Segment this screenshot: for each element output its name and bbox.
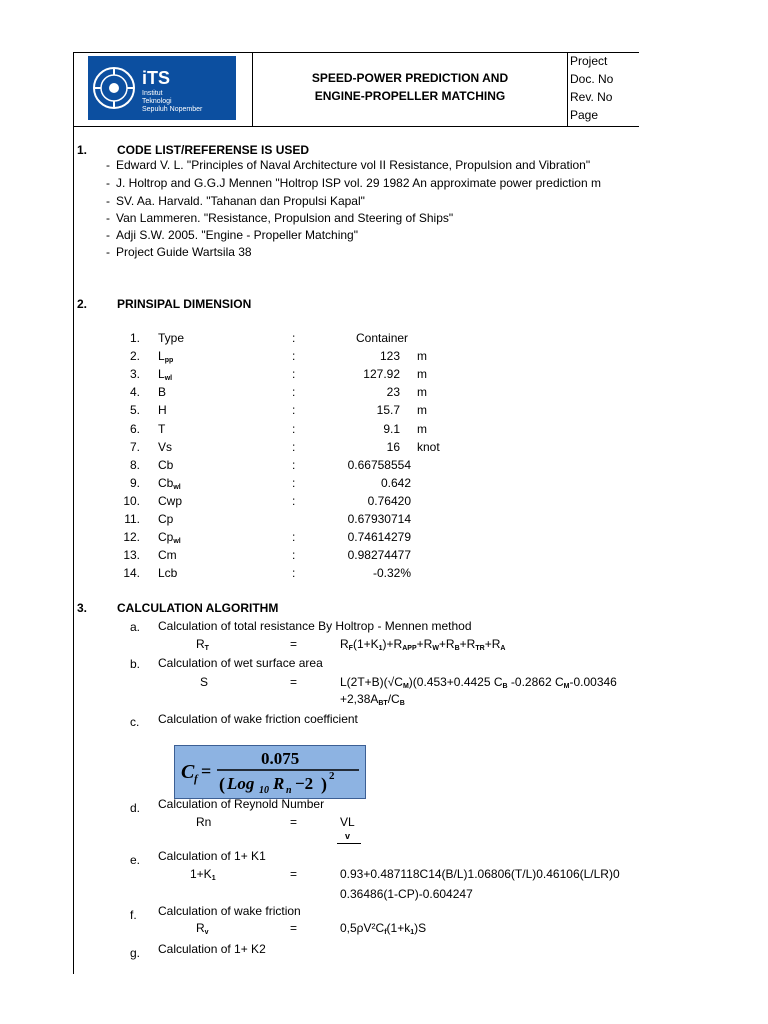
dim-row-colon: : (292, 349, 296, 363)
rn-lhs: Rn (196, 815, 212, 829)
dim-name-text: L (158, 367, 165, 381)
dim-row-number: 9. (129, 476, 140, 490)
svg-text:10: 10 (259, 785, 269, 796)
meta-project: Project (570, 54, 608, 68)
doc-title-line-2: ENGINE-PROPELLER MATCHING (314, 89, 506, 103)
section-3-number: 3. (77, 601, 88, 615)
svg-text:−2: −2 (295, 774, 314, 793)
dim-row-name (158, 494, 182, 508)
list-bullet: - (106, 211, 110, 225)
dim-row-colon: : (292, 530, 296, 544)
dim-name-subscript: pp (164, 357, 174, 364)
dim-row-value: 9.1 (383, 422, 400, 436)
dim-row-number: 1. (129, 331, 140, 345)
dim-row-number: 4. (129, 385, 140, 399)
rv-lhs: $R_v$ (196, 921, 209, 936)
dim-row-value: 0.67930714 (347, 512, 411, 526)
dim-row-name (158, 458, 173, 472)
page-left-border (73, 52, 74, 974)
step-c-text: Calculation of wake friction coefficient (158, 712, 358, 726)
rn-numerator: VL (340, 815, 355, 829)
dim-row-colon: : (292, 476, 296, 490)
svg-text:=: = (201, 761, 212, 781)
logo-line-2: Teknologi (142, 98, 172, 105)
dim-row-value: 127.92 (363, 367, 400, 381)
step-e-label: e. (130, 853, 141, 867)
step-d-text: Calculation of Reynold Number (158, 797, 325, 811)
rn-fraction-bar (337, 843, 361, 844)
dim-name-subscript: wl (164, 375, 173, 382)
svg-text:): ) (321, 774, 327, 794)
dim-name-text: Vs (158, 440, 173, 454)
dim-row-unit: m (417, 403, 427, 417)
svg-text:f: f (194, 773, 198, 785)
s-rhs-line-1: $L(2T+B)(√C_M)(0.453+0.4425$ $C_B$ -0.2862 $C_M-0.00346$ (340, 675, 617, 690)
meta-page: Page (570, 108, 599, 122)
step-a-label: a. (130, 620, 141, 634)
dim-name-text: Cp (158, 530, 174, 544)
step-g-text: Calculation of 1+ K2 (158, 942, 266, 956)
dim-row-number: 6. (129, 422, 140, 436)
dim-row-name (158, 440, 172, 454)
list-bullet: - (106, 194, 110, 208)
rn-equals: = (290, 815, 298, 829)
svg-text:(: ( (219, 774, 225, 794)
dim-row-value: -0.32% (372, 566, 411, 580)
step-b-text: Calculation of wet surface area (158, 656, 323, 670)
dim-row-number: 5. (129, 403, 140, 417)
dim-row-name (158, 349, 173, 364)
dim-row-value: 23 (386, 385, 400, 399)
logo-title: iTS (142, 68, 171, 88)
dim-row-name (158, 367, 172, 382)
list-bullet: - (106, 158, 110, 172)
dim-name-text: Lcb (158, 566, 178, 580)
svg-text:Log: Log (227, 774, 255, 793)
dim-row-name (158, 331, 184, 345)
dim-row-number: 10. (123, 494, 140, 508)
step-a-text: Calculation of total resistance By Holtrop - Mennen method (158, 619, 472, 633)
section-3-title: CALCULATION ALGORITHM (117, 601, 279, 615)
s-equals: = (290, 675, 298, 689)
dim-row-colon: : (292, 385, 296, 399)
dim-row-unit: m (417, 422, 427, 436)
step-e-text: Calculation of 1+ K1 (158, 849, 266, 863)
dim-row-number: 14. (123, 566, 140, 580)
list-bullet: - (106, 176, 110, 190)
dim-row-value: 0.74614279 (347, 530, 411, 544)
dim-row-name (158, 385, 166, 399)
dim-row-unit: knot (417, 440, 440, 454)
rn-denominator: v (345, 831, 351, 841)
step-c-label: c. (130, 715, 140, 729)
svg-text:R: R (273, 774, 285, 793)
dim-row-value: 0.642 (380, 476, 411, 490)
dim-row-colon: : (292, 566, 296, 580)
section-1-number: 1. (77, 143, 88, 157)
dim-name-subscript: wl (173, 538, 181, 545)
dim-name-text: Cb (158, 476, 174, 490)
section-2-number: 2. (77, 297, 88, 311)
dim-row-name (158, 476, 181, 491)
dim-name-text: Cm (158, 548, 177, 562)
logo-line-1: Institut (142, 90, 163, 97)
dim-row-colon: : (292, 403, 296, 417)
step-d-label: d. (130, 801, 141, 815)
dim-row-name (158, 512, 173, 526)
doc-title-line-1: SPEED-POWER PREDICTION AND (311, 71, 509, 85)
k1-lhs: $1+K_1$ (190, 867, 216, 882)
rt-symbol: R (196, 637, 205, 651)
dim-row-value: 15.7 (376, 403, 400, 417)
dim-row-unit: m (417, 385, 427, 399)
list-item: SV. Aa. Harvald. "Tahanan dan Propulsi Kapal" (116, 194, 365, 208)
rv-equals: = (290, 921, 298, 935)
list-item: Adji S.W. 2005. "Engine - Propeller Matching" (116, 228, 358, 242)
dim-row-colon: : (292, 367, 296, 381)
k1-rhs-line-1: 0.93+0.487118C14(B/L)1.06806(T/L)0.46106(L/LR)0 (340, 867, 620, 881)
dim-row-value: 0.76420 (367, 494, 411, 508)
logo-line-3: Sepuluh Nopember (142, 106, 203, 113)
section-2-title: PRINSIPAL DIMENSION (117, 297, 252, 311)
svg-text:2: 2 (329, 770, 335, 782)
dim-row-colon: : (292, 331, 296, 345)
svg-text:n: n (286, 785, 292, 796)
cf-formula-graphic (175, 746, 365, 798)
step-b-label: b. (130, 657, 141, 671)
svg-text:C: C (181, 761, 195, 783)
svg-text:0.075: 0.075 (261, 749, 300, 768)
dim-row-number: 13. (123, 548, 140, 562)
dim-name-text: L (158, 349, 165, 363)
dim-row-value: 16 (386, 440, 400, 454)
cf-formula-box (174, 745, 366, 799)
dim-row-value: Container (356, 331, 409, 345)
list-item: J. Holtrop and G.G.J Mennen "Holtrop ISP vol. 29 1982 An approximate power prediction m (116, 176, 601, 190)
dim-row-unit: m (417, 367, 427, 381)
dim-row-name (158, 403, 167, 417)
dim-row-number: 12. (123, 530, 140, 544)
dim-name-text: Cwp (158, 494, 183, 508)
s-lhs: S (200, 675, 209, 689)
list-item: Project Guide Wartsila 38 (116, 245, 252, 259)
header-divider-2 (567, 52, 568, 127)
dim-row-unit: m (417, 349, 427, 363)
dim-row-colon: : (292, 440, 296, 454)
meta-rev-no: Rev. No (570, 90, 613, 104)
dim-row-value: 0.98274477 (347, 548, 411, 562)
list-item: Edward V. L. "Principles of Naval Architecture vol II Resistance, Propulsion and Vibration" (116, 158, 591, 172)
dim-row-number: 11. (124, 512, 140, 526)
list-bullet: - (106, 245, 110, 259)
dim-row-name (158, 566, 177, 580)
k1-equals: = (290, 867, 298, 881)
dim-name-text: H (158, 403, 167, 417)
rv-rhs: $0,5\rho V^2C_f(1+k_1)S$ (340, 921, 427, 936)
dim-name-text: T (158, 422, 166, 436)
rt-subscript: T (204, 645, 209, 652)
dim-row-colon: : (292, 494, 296, 508)
dim-row-value: 123 (379, 349, 400, 363)
its-logo (88, 56, 236, 120)
dim-row-number: 7. (129, 440, 140, 454)
dim-row-number: 2. (129, 349, 140, 363)
dim-row-name (158, 530, 181, 545)
meta-doc-no: Doc. No (570, 72, 614, 86)
k1-rhs-line-2: 0.36486(1-CP)-0.604247 (340, 887, 473, 901)
list-item: Van Lammeren. "Resistance, Propulsion and Steering of Ships" (116, 211, 454, 225)
header-top-border (73, 52, 639, 53)
section-1-title: CODE LIST/REFERENSE IS USED (117, 143, 310, 157)
dim-name-subscript: wl (173, 484, 181, 491)
dim-row-name (158, 422, 165, 436)
rt-rhs: $R_F(1+K_1)+R_{APP}+R_W+R_B+R_{TR}+R_A$ (340, 637, 506, 652)
dim-row-value: 0.66758554 (347, 458, 411, 472)
dim-name-text: B (158, 385, 167, 399)
dim-row-colon: : (292, 548, 296, 562)
dim-row-number: 3. (129, 367, 140, 381)
dim-row-name (158, 548, 177, 562)
dim-name-text: Cp (158, 512, 174, 526)
rt-equals: = (290, 637, 298, 651)
step-f-text: Calculation of wake friction (158, 904, 301, 918)
dim-name-text: Cb (158, 458, 174, 472)
dim-name-text: Type (158, 331, 185, 345)
dim-row-number: 8. (129, 458, 140, 472)
rt-lhs (196, 637, 209, 652)
s-rhs-line-2: $+2,38A_{BT}/C_B$ (340, 692, 405, 707)
header-bottom-border (73, 126, 639, 127)
list-bullet: - (106, 228, 110, 242)
dim-row-colon: : (292, 422, 296, 436)
dim-row-colon: : (292, 458, 296, 472)
step-f-label: f. (130, 908, 137, 922)
step-g-label: g. (130, 946, 141, 960)
